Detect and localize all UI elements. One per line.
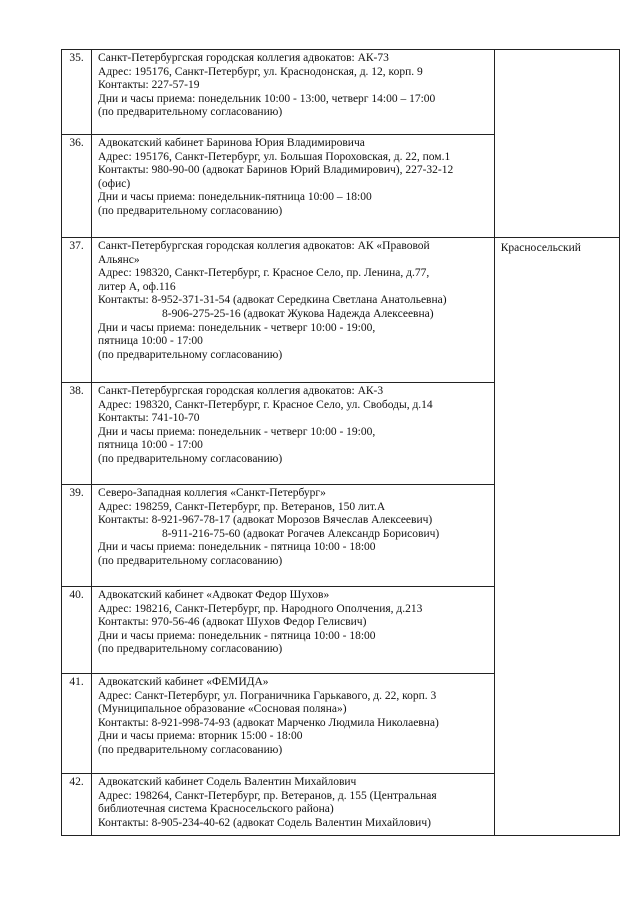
entry-address: Адрес: Санкт-Петербург, ул. Пограничника Гарькавого, д. 22, корп. 3	[98, 689, 437, 702]
entry-info	[92, 674, 495, 774]
entry-note: (по предварительному согласованию)	[98, 452, 283, 465]
entry-note: (по предварительному согласованию)	[98, 554, 283, 567]
entry-title: Санкт-Петербургская городская коллегия адвокатов: АК «Правовой	[98, 240, 430, 252]
entry-note: (по предварительному согласованию)	[98, 204, 283, 217]
entry-address: Адрес: 195176, Санкт-Петербург, ул. Краснодонская, д. 12, корп. 9	[98, 65, 423, 78]
row-number: 39.	[62, 485, 92, 587]
entry-info	[92, 774, 495, 836]
entry-hours: Дни и часы приема: понедельник - пятница 10:00 - 18:00	[98, 629, 376, 642]
entry-info	[92, 587, 495, 674]
entry-title: Адвокатский кабинет «Адвокат Федор Шухов»	[98, 589, 330, 601]
entry-hours: Дни и часы приема: понедельник - четверг 10:00 - 19:00,	[98, 321, 376, 334]
entry-address: Адрес: 198320, Санкт-Петербург, г. Красное Село, пр. Ленина, д.77,	[98, 267, 430, 280]
row-number: 40.	[62, 587, 92, 674]
row-number: 37.	[62, 238, 92, 383]
entry-address: Адрес: 198259, Санкт-Петербург, пр. Ветеранов, 150 лит.А	[98, 500, 386, 513]
entry-contacts-cont: 8-911-216-75-60 (адвокат Рогачев Александр Борисович)	[162, 527, 440, 540]
entry-info	[92, 485, 495, 587]
entry-municipality: (Муниципальное образование «Сосновая поляна»)	[98, 703, 347, 716]
entry-contacts: Контакты: 970-56-46 (адвокат Шухов Федор Гелисвич)	[98, 616, 367, 629]
entry-address: Адрес: 198264, Санкт-Петербург, пр. Ветеранов, д. 155 (Центральная	[98, 789, 437, 802]
entry-address: Адрес: 198216, Санкт-Петербург, пр. Народного Ополчения, д.213	[98, 602, 423, 615]
district-cell	[494, 238, 619, 836]
entry-contacts: Контакты: 741-10-70	[98, 412, 200, 425]
row-number: 42.	[62, 774, 92, 836]
entry-title: Санкт-Петербургская городская коллегия адвокатов: АК-73	[98, 52, 389, 64]
entry-title: Адвокатский кабинет «ФЕМИДА»	[98, 676, 269, 688]
entry-address-cont: литер А, оф.116	[98, 280, 176, 293]
entry-info	[92, 135, 495, 238]
entry-contacts: Контакты: 8-905-234-40-62 (адвокат Содель Валентин Михайлович)	[98, 816, 431, 829]
entry-hours: Дни и часы приема: понедельник - пятница 10:00 - 18:00	[98, 541, 376, 554]
entry-contacts: Контакты: 227-57-19	[98, 79, 200, 92]
district-cell	[494, 50, 619, 238]
table-row	[62, 50, 620, 135]
lawyers-table	[61, 49, 620, 836]
entry-contacts: Контакты: 8-952-371-31-54 (адвокат Середкина Светлана Анатольевна)	[98, 294, 447, 307]
district-name: Красносельский	[500, 242, 581, 254]
entry-contacts-cont: (офис)	[98, 177, 131, 190]
entry-title-cont: Альянс»	[98, 253, 140, 266]
row-number: 36.	[62, 135, 92, 238]
entry-note: (по предварительному согласованию)	[98, 643, 283, 656]
entry-address: Адрес: 195176, Санкт-Петербург, ул. Большая Пороховская, д. 22, пом.1	[98, 150, 451, 163]
entry-title: Северо-Западная коллегия «Санкт-Петербург»	[98, 487, 326, 499]
entry-title: Адвокатский кабинет Баринова Юрия Владимировича	[98, 137, 365, 149]
entry-address-cont: библиотечная система Красносельского района)	[98, 803, 334, 816]
entry-hours: Дни и часы приема: понедельник-пятница 10:00 – 18:00	[98, 191, 372, 204]
entry-address: Адрес: 198320, Санкт-Петербург, г. Красное Село, ул. Свободы, д.14	[98, 398, 433, 411]
row-number: 41.	[62, 674, 92, 774]
entry-hours: Дни и часы приема: понедельник 10:00 - 13:00, четверг 14:00 – 17:00	[98, 92, 436, 105]
entry-title: Адвокатский кабинет Содель Валентин Михайлович	[98, 776, 357, 788]
entry-info	[92, 50, 495, 135]
entry-info	[92, 238, 495, 383]
entry-contacts: Контакты: 980-90-00 (адвокат Баринов Юрий Владимирович), 227-32-12	[98, 164, 454, 177]
entry-info	[92, 383, 495, 485]
entry-note: (по предварительному согласованию)	[98, 106, 283, 119]
entry-contacts: Контакты: 8-921-967-78-17 (адвокат Морозов Вячеслав Алексеевич)	[98, 514, 433, 527]
table-row	[62, 238, 620, 383]
row-number: 35.	[62, 50, 92, 135]
entry-contacts: Контакты: 8-921-998-74-93 (адвокат Марченко Людмила Николаевна)	[98, 716, 439, 729]
row-number: 38.	[62, 383, 92, 485]
entry-hours-cont: пятница 10:00 - 17:00	[98, 335, 203, 348]
entry-hours-cont: пятница 10:00 - 17:00	[98, 439, 203, 452]
entry-note: (по предварительному согласованию)	[98, 743, 283, 756]
entry-title: Санкт-Петербургская городская коллегия адвокатов: АК-3	[98, 385, 384, 397]
entry-contacts-cont: 8-906-275-25-16 (адвокат Жукова Надежда Алексеевна)	[162, 307, 434, 320]
entry-hours: Дни и часы приема: вторник 15:00 - 18:00	[98, 730, 303, 743]
entry-note: (по предварительному согласованию)	[98, 348, 283, 361]
entry-hours: Дни и часы приема: понедельник - четверг 10:00 - 19:00,	[98, 425, 376, 438]
